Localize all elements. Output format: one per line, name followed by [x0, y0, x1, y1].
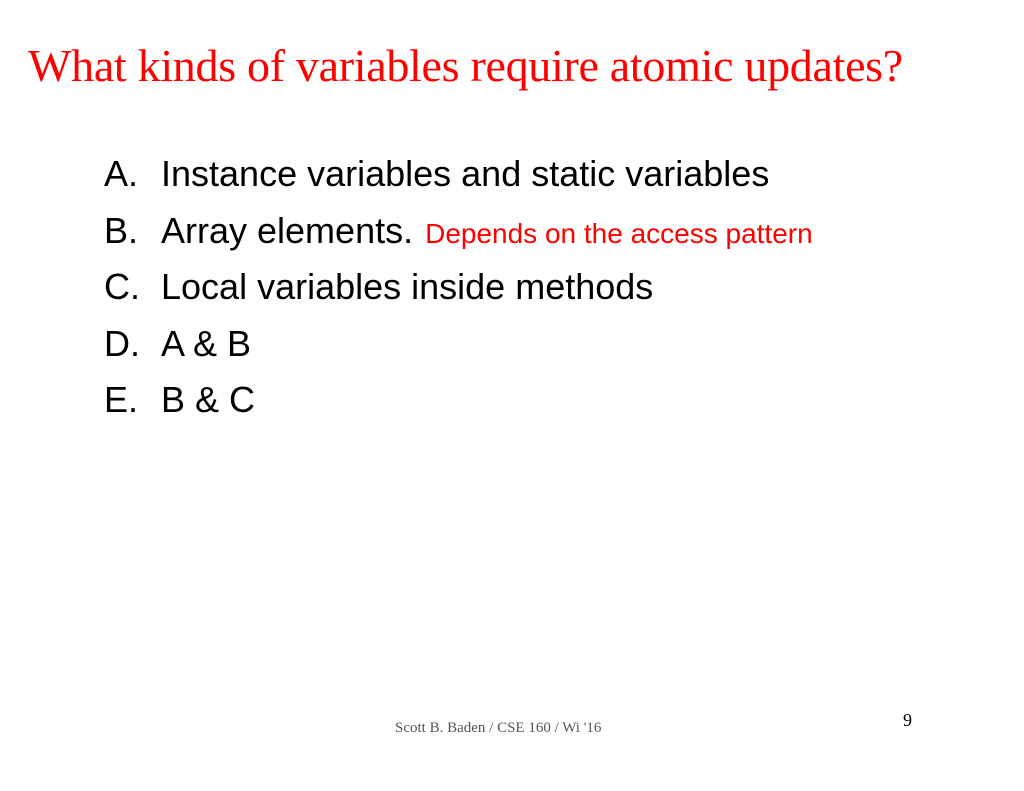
option-a: [104, 146, 813, 203]
option-c: [104, 259, 813, 316]
option-e: [104, 372, 813, 429]
option-b: [104, 203, 813, 260]
option-letter: C.: [104, 266, 140, 307]
option-text: A & B: [161, 322, 252, 364]
option-d: [104, 316, 813, 373]
option-text: Instance variables and static variables: [161, 153, 770, 194]
slide-title: What kinds of variables require atomic updates?: [28, 40, 903, 91]
answer-options-list: [104, 146, 813, 429]
option-letter: E.: [104, 379, 139, 420]
option-letter: A.: [104, 153, 139, 194]
option-annotation: Depends on the access pattern: [425, 217, 813, 249]
option-letter: B.: [104, 209, 139, 251]
slide-footer: Scott B. Baden / CSE 160 / Wi '16: [395, 720, 602, 736]
option-text: B & C: [161, 379, 256, 420]
option-text: Local variables inside methods: [161, 266, 654, 307]
option-text: Array elements.: [161, 209, 414, 251]
option-letter: D.: [104, 322, 140, 364]
page-number: 9: [903, 710, 912, 730]
